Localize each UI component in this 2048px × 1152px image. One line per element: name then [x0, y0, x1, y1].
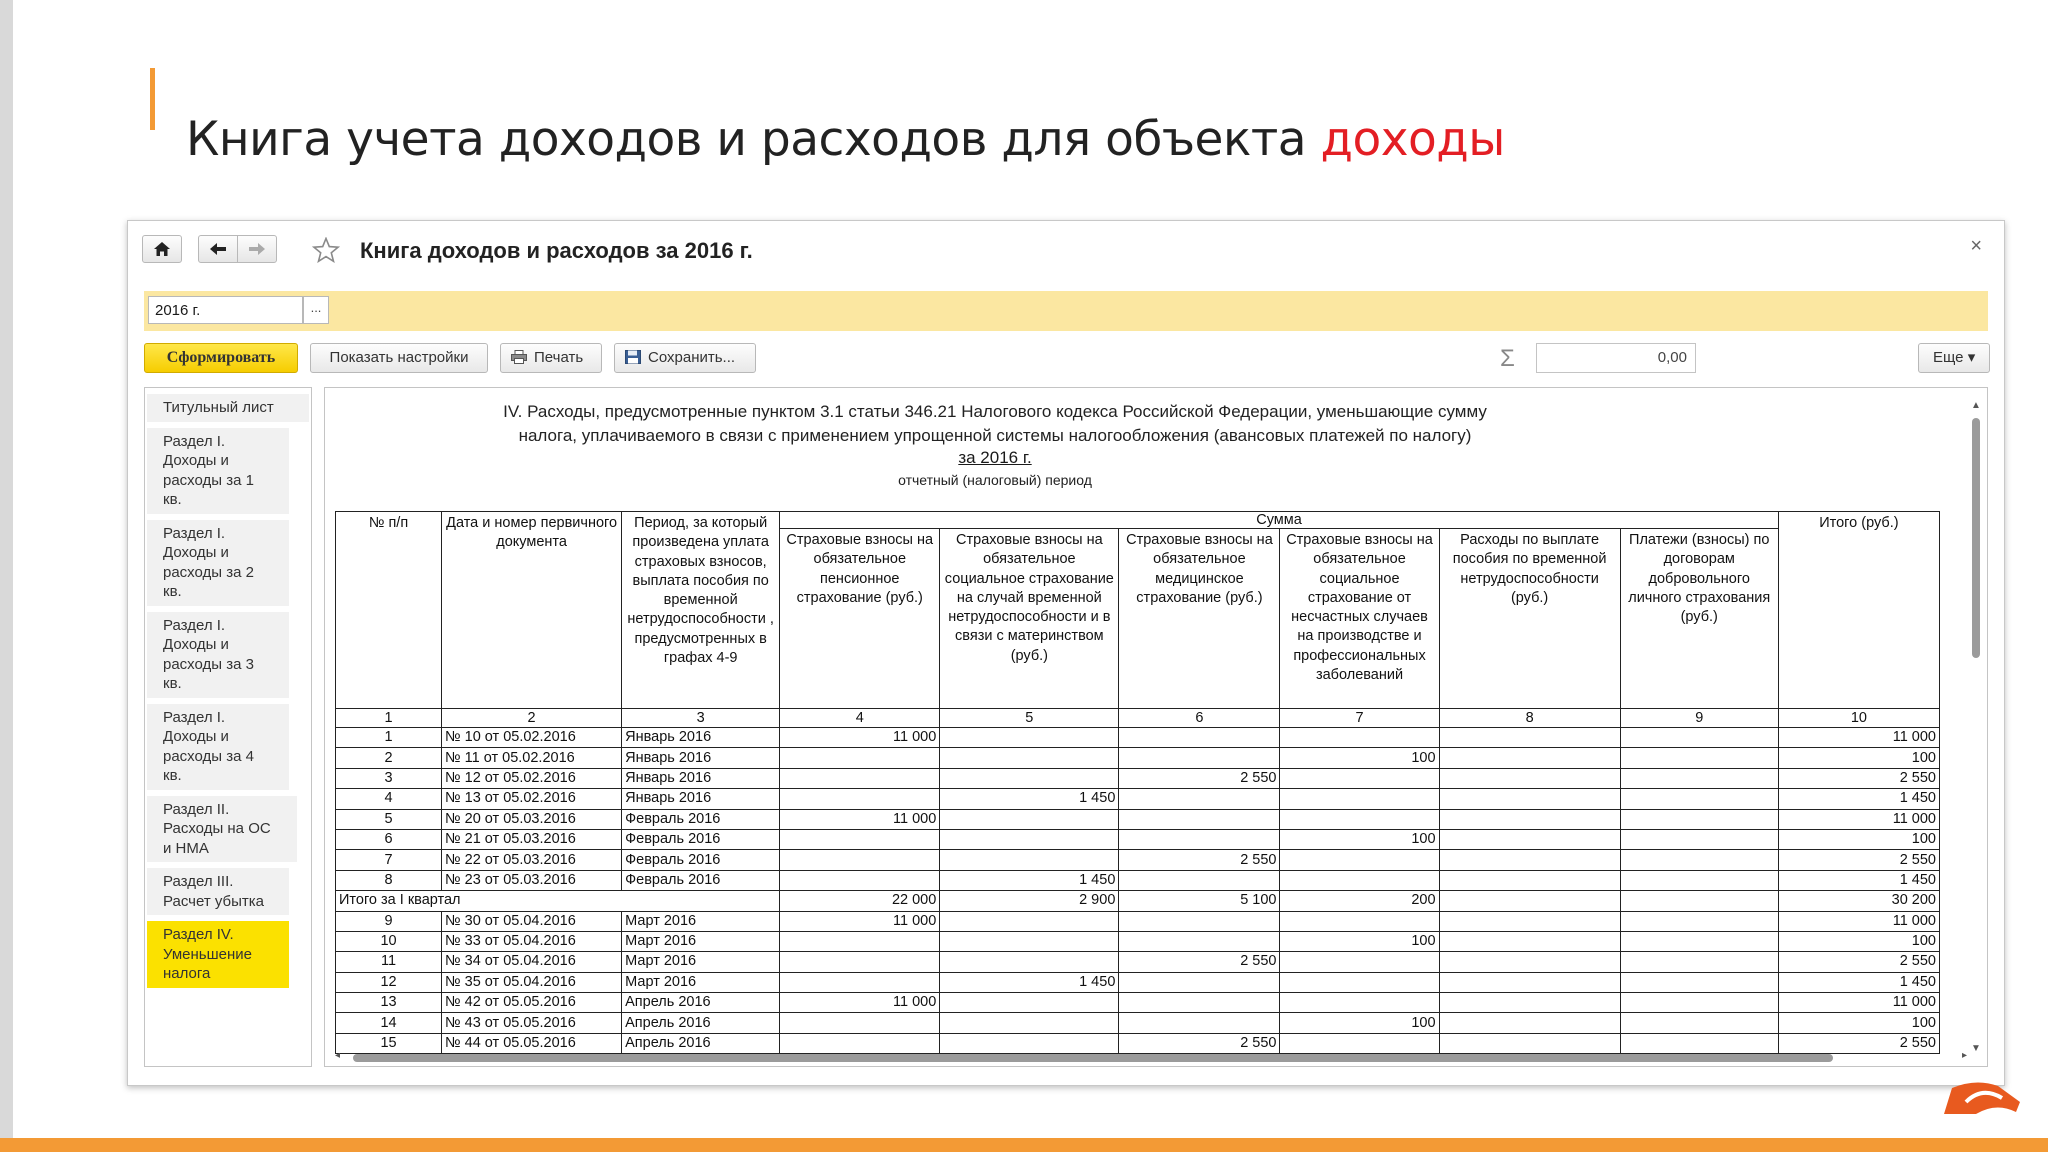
cell-row-number: 1: [336, 728, 442, 748]
cell-period: Февраль 2016: [622, 829, 780, 849]
cell-pension: [780, 850, 940, 870]
cell-voluntary: [1620, 972, 1778, 992]
table-row: [336, 1013, 1940, 1033]
cell-social: [940, 1013, 1119, 1033]
cell-period: Апрель 2016: [622, 993, 780, 1013]
cell-sick-pay: [1439, 829, 1620, 849]
cell-voluntary: [1620, 728, 1778, 748]
cell-period: Февраль 2016: [622, 870, 780, 890]
cell-sick-pay: [1439, 870, 1620, 890]
favorite-star-icon[interactable]: [312, 237, 340, 263]
cell-pension: 22 000: [780, 891, 940, 911]
cell-sick-pay: [1439, 911, 1620, 931]
cell-voluntary: [1620, 829, 1778, 849]
cell-medical: [1119, 972, 1280, 992]
table-row: [336, 768, 1940, 788]
cell-social: [940, 850, 1119, 870]
cell-document: № 22 от 05.03.2016: [442, 850, 622, 870]
table-row: [336, 829, 1940, 849]
column-number: 9: [1620, 709, 1778, 728]
brand-logo-icon: [1936, 1076, 2026, 1116]
cell-sick-pay: [1439, 1033, 1620, 1053]
cell-social: [940, 931, 1119, 951]
cell-period: Март 2016: [622, 972, 780, 992]
cell-accident: [1280, 850, 1439, 870]
header-accident: Страховые взносы на обязательное социальное страхование от несчастных случаев на производстве и профессиональных заболеваний: [1280, 529, 1439, 709]
cell-sick-pay: [1439, 850, 1620, 870]
cell-social: [940, 829, 1119, 849]
cell-document: № 33 от 05.04.2016: [442, 931, 622, 951]
sigma-icon: Σ: [1500, 345, 1515, 372]
header-sum-group: Сумма: [780, 512, 1779, 529]
cell-social: 1 450: [940, 972, 1119, 992]
cell-pension: 11 000: [780, 911, 940, 931]
cell-pension: [780, 829, 940, 849]
cell-accident: [1280, 993, 1439, 1013]
generate-button[interactable]: Сформировать: [144, 343, 298, 373]
cell-period: Январь 2016: [622, 768, 780, 788]
cell-accident: [1280, 952, 1439, 972]
cell-document: № 20 от 05.03.2016: [442, 809, 622, 829]
cell-accident: [1280, 789, 1439, 809]
cell-total: 100: [1778, 931, 1939, 951]
sidebar-item-section-4[interactable]: Раздел IV. Уменьшение налога: [147, 921, 289, 988]
slide-title-highlight: доходы: [1320, 112, 1505, 167]
cell-medical: 2 550: [1119, 850, 1280, 870]
cell-period: Январь 2016: [622, 728, 780, 748]
cell-row-number: 15: [336, 1033, 442, 1053]
table-row: [336, 952, 1940, 972]
cell-document: № 35 от 05.04.2016: [442, 972, 622, 992]
cell-period: Апрель 2016: [622, 1033, 780, 1053]
cell-total: 30 200: [1778, 891, 1939, 911]
cell-document: № 12 от 05.02.2016: [442, 768, 622, 788]
sidebar-item-section-1-q2[interactable]: Раздел I. Доходы и расходы за 2 кв.: [147, 520, 289, 606]
column-number: 5: [940, 709, 1119, 728]
table-row: [336, 728, 1940, 748]
show-settings-button[interactable]: Показать настройки: [310, 343, 488, 373]
cell-document: № 44 от 05.05.2016: [442, 1033, 622, 1053]
slide-left-stripe: [0, 0, 13, 1152]
cell-total: 1 450: [1778, 789, 1939, 809]
cell-period: Март 2016: [622, 911, 780, 931]
table-row: [336, 1033, 1940, 1053]
table-row: [336, 748, 1940, 768]
cell-medical: [1119, 911, 1280, 931]
cell-social: [940, 993, 1119, 1013]
cell-pension: [780, 768, 940, 788]
cell-voluntary: [1620, 850, 1778, 870]
cell-accident: 200: [1280, 891, 1439, 911]
cell-medical: [1119, 728, 1280, 748]
cell-accident: [1280, 1033, 1439, 1053]
scroll-right-icon[interactable]: ▸: [1961, 1050, 1967, 1061]
cell-row-number: 3: [336, 768, 442, 788]
header-medical: Страховые взносы на обязательное медицинское страхование (руб.): [1119, 529, 1280, 709]
cell-medical: [1119, 789, 1280, 809]
cell-document: № 43 от 05.05.2016: [442, 1013, 622, 1033]
cell-medical: [1119, 993, 1280, 1013]
cell-medical: [1119, 931, 1280, 951]
horizontal-scrollbar[interactable]: [335, 1052, 1967, 1062]
scroll-left-icon[interactable]: ◂: [335, 1050, 341, 1061]
cell-social: [940, 748, 1119, 768]
column-number: 4: [780, 709, 940, 728]
cell-document: № 11 от 05.02.2016: [442, 748, 622, 768]
cell-medical: 2 550: [1119, 952, 1280, 972]
cell-document: № 23 от 05.03.2016: [442, 870, 622, 890]
cell-period: Февраль 2016: [622, 850, 780, 870]
table-row: [336, 972, 1940, 992]
cell-sick-pay: [1439, 789, 1620, 809]
cell-row-number: 13: [336, 993, 442, 1013]
cell-accident: 100: [1280, 748, 1439, 768]
header-num: № п/п: [336, 512, 442, 709]
arrow-right-icon: [248, 242, 266, 256]
cell-document: № 42 от 05.05.2016: [442, 993, 622, 1013]
sum-field[interactable]: 0,00: [1536, 343, 1696, 373]
cell-document: № 34 от 05.04.2016: [442, 952, 622, 972]
save-button-label: Сохранить...: [648, 349, 736, 366]
cell-accident: [1280, 972, 1439, 992]
cell-voluntary: [1620, 993, 1778, 1013]
table-row: [336, 789, 1940, 809]
cell-total: 2 550: [1778, 768, 1939, 788]
cell-row-number: 9: [336, 911, 442, 931]
cell-total: 11 000: [1778, 728, 1939, 748]
cell-medical: [1119, 829, 1280, 849]
cell-social: 2 900: [940, 891, 1119, 911]
cell-medical: [1119, 1013, 1280, 1033]
cell-voluntary: [1620, 931, 1778, 951]
report-heading: [365, 400, 1625, 448]
sidebar-item-section-1-q1[interactable]: Раздел I. Доходы и расходы за 1 кв.: [147, 428, 289, 514]
cell-period: Март 2016: [622, 952, 780, 972]
cell-social: 1 450: [940, 789, 1119, 809]
cell-period: Март 2016: [622, 931, 780, 951]
sections-sidebar: [144, 387, 312, 1067]
table-row: [336, 809, 1940, 829]
cell-pension: [780, 1013, 940, 1033]
period-select-button[interactable]: ...: [303, 296, 329, 324]
cell-voluntary: [1620, 768, 1778, 788]
cell-medical: [1119, 809, 1280, 829]
slide-title: [186, 112, 1505, 167]
cell-row-number: 14: [336, 1013, 442, 1033]
cell-sick-pay: [1439, 891, 1620, 911]
cell-pension: 11 000: [780, 993, 940, 1013]
header-doc: Дата и номер первичного документа: [442, 512, 622, 709]
cell-accident: 100: [1280, 931, 1439, 951]
cell-accident: [1280, 870, 1439, 890]
cell-row-number: 6: [336, 829, 442, 849]
cell-total: 2 550: [1778, 850, 1939, 870]
sidebar-item-section-3[interactable]: Раздел III. Расчет убытка: [147, 868, 289, 915]
cell-total: 100: [1778, 748, 1939, 768]
header-sick-pay: Расходы по выплате пособия по временной нетрудоспособности (руб.): [1439, 529, 1620, 709]
report-period-label: отчетный (налоговый) период: [898, 472, 1092, 488]
sidebar-item-title-page[interactable]: Титульный лист: [147, 394, 309, 422]
cell-period: Февраль 2016: [622, 809, 780, 829]
column-number: 10: [1778, 709, 1939, 728]
table-row: [336, 931, 1940, 951]
back-button[interactable]: [198, 235, 238, 263]
column-number: 6: [1119, 709, 1280, 728]
cell-voluntary: [1620, 1033, 1778, 1053]
window-title: Книга доходов и расходов за 2016 г.: [360, 238, 753, 263]
cell-pension: [780, 748, 940, 768]
cell-row-number: 4: [336, 789, 442, 809]
cell-pension: [780, 931, 940, 951]
cell-sick-pay: [1439, 728, 1620, 748]
cell-total: 11 000: [1778, 911, 1939, 931]
print-button-label: Печать: [534, 349, 584, 366]
column-number: 8: [1439, 709, 1620, 728]
cell-social: 1 450: [940, 870, 1119, 890]
cell-total: 100: [1778, 1013, 1939, 1033]
cell-sick-pay: [1439, 809, 1620, 829]
cell-sick-pay: [1439, 952, 1620, 972]
cell-total: 2 550: [1778, 1033, 1939, 1053]
column-numbers-row: [336, 709, 1940, 728]
subtotal-row: [336, 891, 1940, 911]
header-voluntary: Платежи (взносы) по договорам добровольного личного страхования (руб.): [1620, 529, 1778, 709]
cell-sick-pay: [1439, 748, 1620, 768]
report-period-value: за 2016 г.: [958, 448, 1032, 467]
cell-document: № 30 от 05.04.2016: [442, 911, 622, 931]
cell-voluntary: [1620, 870, 1778, 890]
column-number: 7: [1280, 709, 1439, 728]
more-button[interactable]: Еще ▾: [1918, 343, 1990, 373]
cell-total: 11 000: [1778, 809, 1939, 829]
cell-sick-pay: [1439, 972, 1620, 992]
home-button[interactable]: [142, 235, 182, 263]
expenses-table: [335, 511, 1940, 1054]
table-row: [336, 911, 1940, 931]
save-button[interactable]: [614, 343, 756, 373]
floppy-disk-icon: [625, 350, 641, 364]
cell-row-number: 7: [336, 850, 442, 870]
close-icon[interactable]: ×: [1970, 235, 1982, 257]
cell-total: 1 450: [1778, 870, 1939, 890]
cell-voluntary: [1620, 1013, 1778, 1033]
cell-voluntary: [1620, 911, 1778, 931]
report-heading-line-1: IV. Расходы, предусмотренные пунктом 3.1 статьи 346.21 Налогового кодекса Российской Федерации, уменьшающие сумму: [503, 402, 1487, 421]
report-period: [365, 448, 1625, 468]
print-button[interactable]: [500, 343, 602, 373]
vertical-scrollbar[interactable]: [1971, 400, 1981, 1054]
header-period: Период, за который произведена уплата страховых взносов, выплата пособия по временной нетрудоспособности , предусмотренных в графах 4-9: [622, 512, 780, 709]
forward-button[interactable]: [237, 235, 277, 263]
scroll-down-icon[interactable]: ▼: [1971, 1043, 1981, 1054]
cell-row-number: 2: [336, 748, 442, 768]
header-social: Страховые взносы на обязательное социальное страхование на случай временной нетрудоспособности и в связи с материнством (руб.): [940, 529, 1119, 709]
vertical-scroll-thumb[interactable]: [1972, 418, 1980, 658]
cell-pension: [780, 870, 940, 890]
subtotal-label: Итого за I квартал: [336, 891, 780, 911]
cell-document: № 21 от 05.03.2016: [442, 829, 622, 849]
cell-accident: [1280, 728, 1439, 748]
cell-medical: [1119, 748, 1280, 768]
cell-social: [940, 1033, 1119, 1053]
cell-sick-pay: [1439, 768, 1620, 788]
cell-pension: 11 000: [780, 809, 940, 829]
table-row: [336, 870, 1940, 890]
cell-medical: [1119, 870, 1280, 890]
cell-voluntary: [1620, 789, 1778, 809]
cell-medical: 2 550: [1119, 768, 1280, 788]
cell-document: № 13 от 05.02.2016: [442, 789, 622, 809]
sidebar-item-section-1-q4[interactable]: Раздел I. Доходы и расходы за 4 кв.: [147, 704, 289, 790]
cell-social: [940, 911, 1119, 931]
cell-voluntary: [1620, 809, 1778, 829]
cell-row-number: 11: [336, 952, 442, 972]
sidebar-item-section-2[interactable]: Раздел II. Расходы на ОС и НМА: [147, 796, 297, 863]
cell-accident: [1280, 911, 1439, 931]
cell-social: [940, 728, 1119, 748]
cell-medical: 5 100: [1119, 891, 1280, 911]
cell-total: 11 000: [1778, 993, 1939, 1013]
cell-accident: 100: [1280, 829, 1439, 849]
report-area: [324, 387, 1988, 1067]
cell-row-number: 8: [336, 870, 442, 890]
cell-social: [940, 952, 1119, 972]
cell-pension: [780, 972, 940, 992]
cell-pension: [780, 952, 940, 972]
cell-accident: [1280, 768, 1439, 788]
column-number: 3: [622, 709, 780, 728]
home-icon: [153, 241, 171, 257]
cell-medical: 2 550: [1119, 1033, 1280, 1053]
cell-voluntary: [1620, 748, 1778, 768]
cell-pension: [780, 1033, 940, 1053]
table-row: [336, 993, 1940, 1013]
cell-row-number: 10: [336, 931, 442, 951]
period-input[interactable]: 2016 г.: [148, 296, 303, 324]
cell-accident: [1280, 809, 1439, 829]
cell-sick-pay: [1439, 993, 1620, 1013]
parameters-bar: [144, 291, 1988, 331]
toolbar: [144, 343, 1988, 375]
cell-voluntary: [1620, 952, 1778, 972]
cell-pension: 11 000: [780, 728, 940, 748]
table-row: [336, 850, 1940, 870]
column-number: 1: [336, 709, 442, 728]
slide-bottom-bar: [0, 1138, 2048, 1152]
cell-row-number: 5: [336, 809, 442, 829]
cell-social: [940, 809, 1119, 829]
horizontal-scroll-thumb[interactable]: [353, 1054, 1833, 1062]
cell-sick-pay: [1439, 1013, 1620, 1033]
slide-title-main: Книга учета доходов и расходов для объекта: [186, 112, 1321, 167]
cell-total: 2 550: [1778, 952, 1939, 972]
scroll-up-icon[interactable]: ▲: [1971, 400, 1981, 411]
cell-period: Апрель 2016: [622, 1013, 780, 1033]
printer-icon: [511, 350, 527, 364]
header-total: Итого (руб.): [1778, 512, 1939, 709]
arrow-left-icon: [209, 242, 227, 256]
cell-row-number: 12: [336, 972, 442, 992]
column-number: 2: [442, 709, 622, 728]
table-body: [336, 709, 1940, 1054]
sidebar-item-section-1-q3[interactable]: Раздел I. Доходы и расходы за 3 кв.: [147, 612, 289, 698]
cell-pension: [780, 789, 940, 809]
cell-social: [940, 768, 1119, 788]
cell-accident: 100: [1280, 1013, 1439, 1033]
cell-total: 1 450: [1778, 972, 1939, 992]
window-header: [128, 221, 2004, 281]
cell-sick-pay: [1439, 931, 1620, 951]
header-pension: Страховые взносы на обязательное пенсионное страхование (руб.): [780, 529, 940, 709]
cell-period: Январь 2016: [622, 748, 780, 768]
cell-period: Январь 2016: [622, 789, 780, 809]
cell-document: № 10 от 05.02.2016: [442, 728, 622, 748]
title-accent-line: [150, 68, 155, 130]
report-heading-line-2: налога, уплачиваемого в связи с применением упрощенной системы налогообложения (авансовых платежей по налогу): [518, 426, 1472, 445]
cell-total: 100: [1778, 829, 1939, 849]
report-window: [127, 220, 2005, 1086]
cell-voluntary: [1620, 891, 1778, 911]
